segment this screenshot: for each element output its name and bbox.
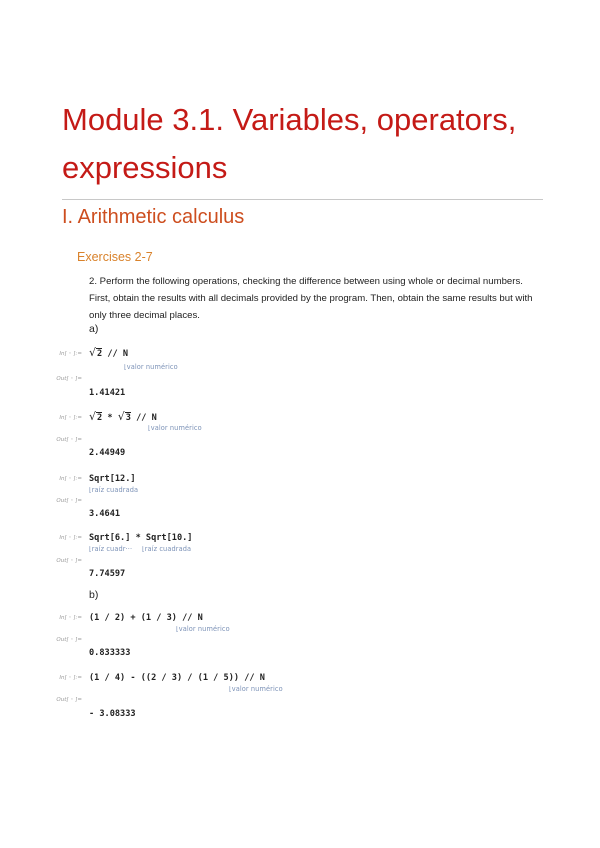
function-hint: ⌊raíz cuadrada <box>142 545 192 553</box>
exercise-paragraph: 2. Perform the following operations, checking the difference between using whole or decimal numbers. First, obtain the results with all decimals provided by the program. Then, obtain the same results but with only three decimal places. <box>89 276 533 321</box>
function-hint: ⌊valor numérico <box>176 625 230 633</box>
input-cell[interactable] <box>89 346 128 359</box>
output-label: Out[ ◦ ]= <box>56 376 82 382</box>
title-divider <box>62 199 543 200</box>
output-value: 3.4641 <box>89 509 121 519</box>
output-value: 7.74597 <box>89 569 126 579</box>
function-hint: ⌊valor numérico <box>124 363 178 371</box>
input-cell[interactable]: (1 / 2) + (1 / 3) // N <box>89 613 203 623</box>
output-label: Out[ ◦ ]= <box>56 437 82 443</box>
part-a-label: a) <box>89 323 99 335</box>
output-value: - 3.08333 <box>89 709 136 719</box>
function-hint: ⌊raíz cuadr··· <box>89 545 133 553</box>
part-b-label: b) <box>89 589 99 601</box>
title-line-2: expressions <box>62 150 228 185</box>
output-label: Out[ ◦ ]= <box>56 498 82 504</box>
sqrt-symbol: √2 <box>89 410 103 423</box>
sqrt-argument: 2 <box>97 413 103 423</box>
input-label: In[ ◦ ]:= <box>59 535 82 541</box>
output-value: 0.833333 <box>89 648 131 658</box>
function-hint: ⌊raíz cuadrada <box>89 486 139 494</box>
output-label: Out[ ◦ ]= <box>56 558 82 564</box>
sqrt-argument: 3 <box>125 413 131 423</box>
input-label: In[ ◦ ]:= <box>59 615 82 621</box>
title-line-1: Module 3.1. Variables, operators, <box>62 102 517 137</box>
input-cell[interactable]: Sqrt[6.] * Sqrt[10.] <box>89 533 193 543</box>
page-title <box>62 96 562 192</box>
output-value: 2.44949 <box>89 448 126 458</box>
sqrt-argument: 2 <box>97 349 103 359</box>
subsection-heading: Exercises 2-7 <box>77 250 153 264</box>
sqrt-symbol: √3 <box>117 410 131 423</box>
output-value: 1.41421 <box>89 388 126 398</box>
section-heading: I. Arithmetic calculus <box>62 206 245 228</box>
input-cell[interactable]: Sqrt[12.] <box>89 474 136 484</box>
input-rest: // N <box>130 413 157 423</box>
input-rest: // N <box>102 349 129 359</box>
input-label: In[ ◦ ]:= <box>59 415 82 421</box>
input-label: In[ ◦ ]:= <box>59 476 82 482</box>
input-label: In[ ◦ ]:= <box>59 675 82 681</box>
input-label: In[ ◦ ]:= <box>59 351 82 357</box>
output-label: Out[ ◦ ]= <box>56 637 82 643</box>
output-label: Out[ ◦ ]= <box>56 697 82 703</box>
function-hint: ⌊valor numérico <box>229 685 283 693</box>
multiply-operator: * <box>102 413 118 423</box>
input-cell[interactable] <box>89 410 157 423</box>
sqrt-symbol: √2 <box>89 346 103 359</box>
function-hint: ⌊valor numérico <box>148 424 202 432</box>
input-cell[interactable]: (1 / 4) - ((2 / 3) / (1 / 5)) // N <box>89 673 265 683</box>
